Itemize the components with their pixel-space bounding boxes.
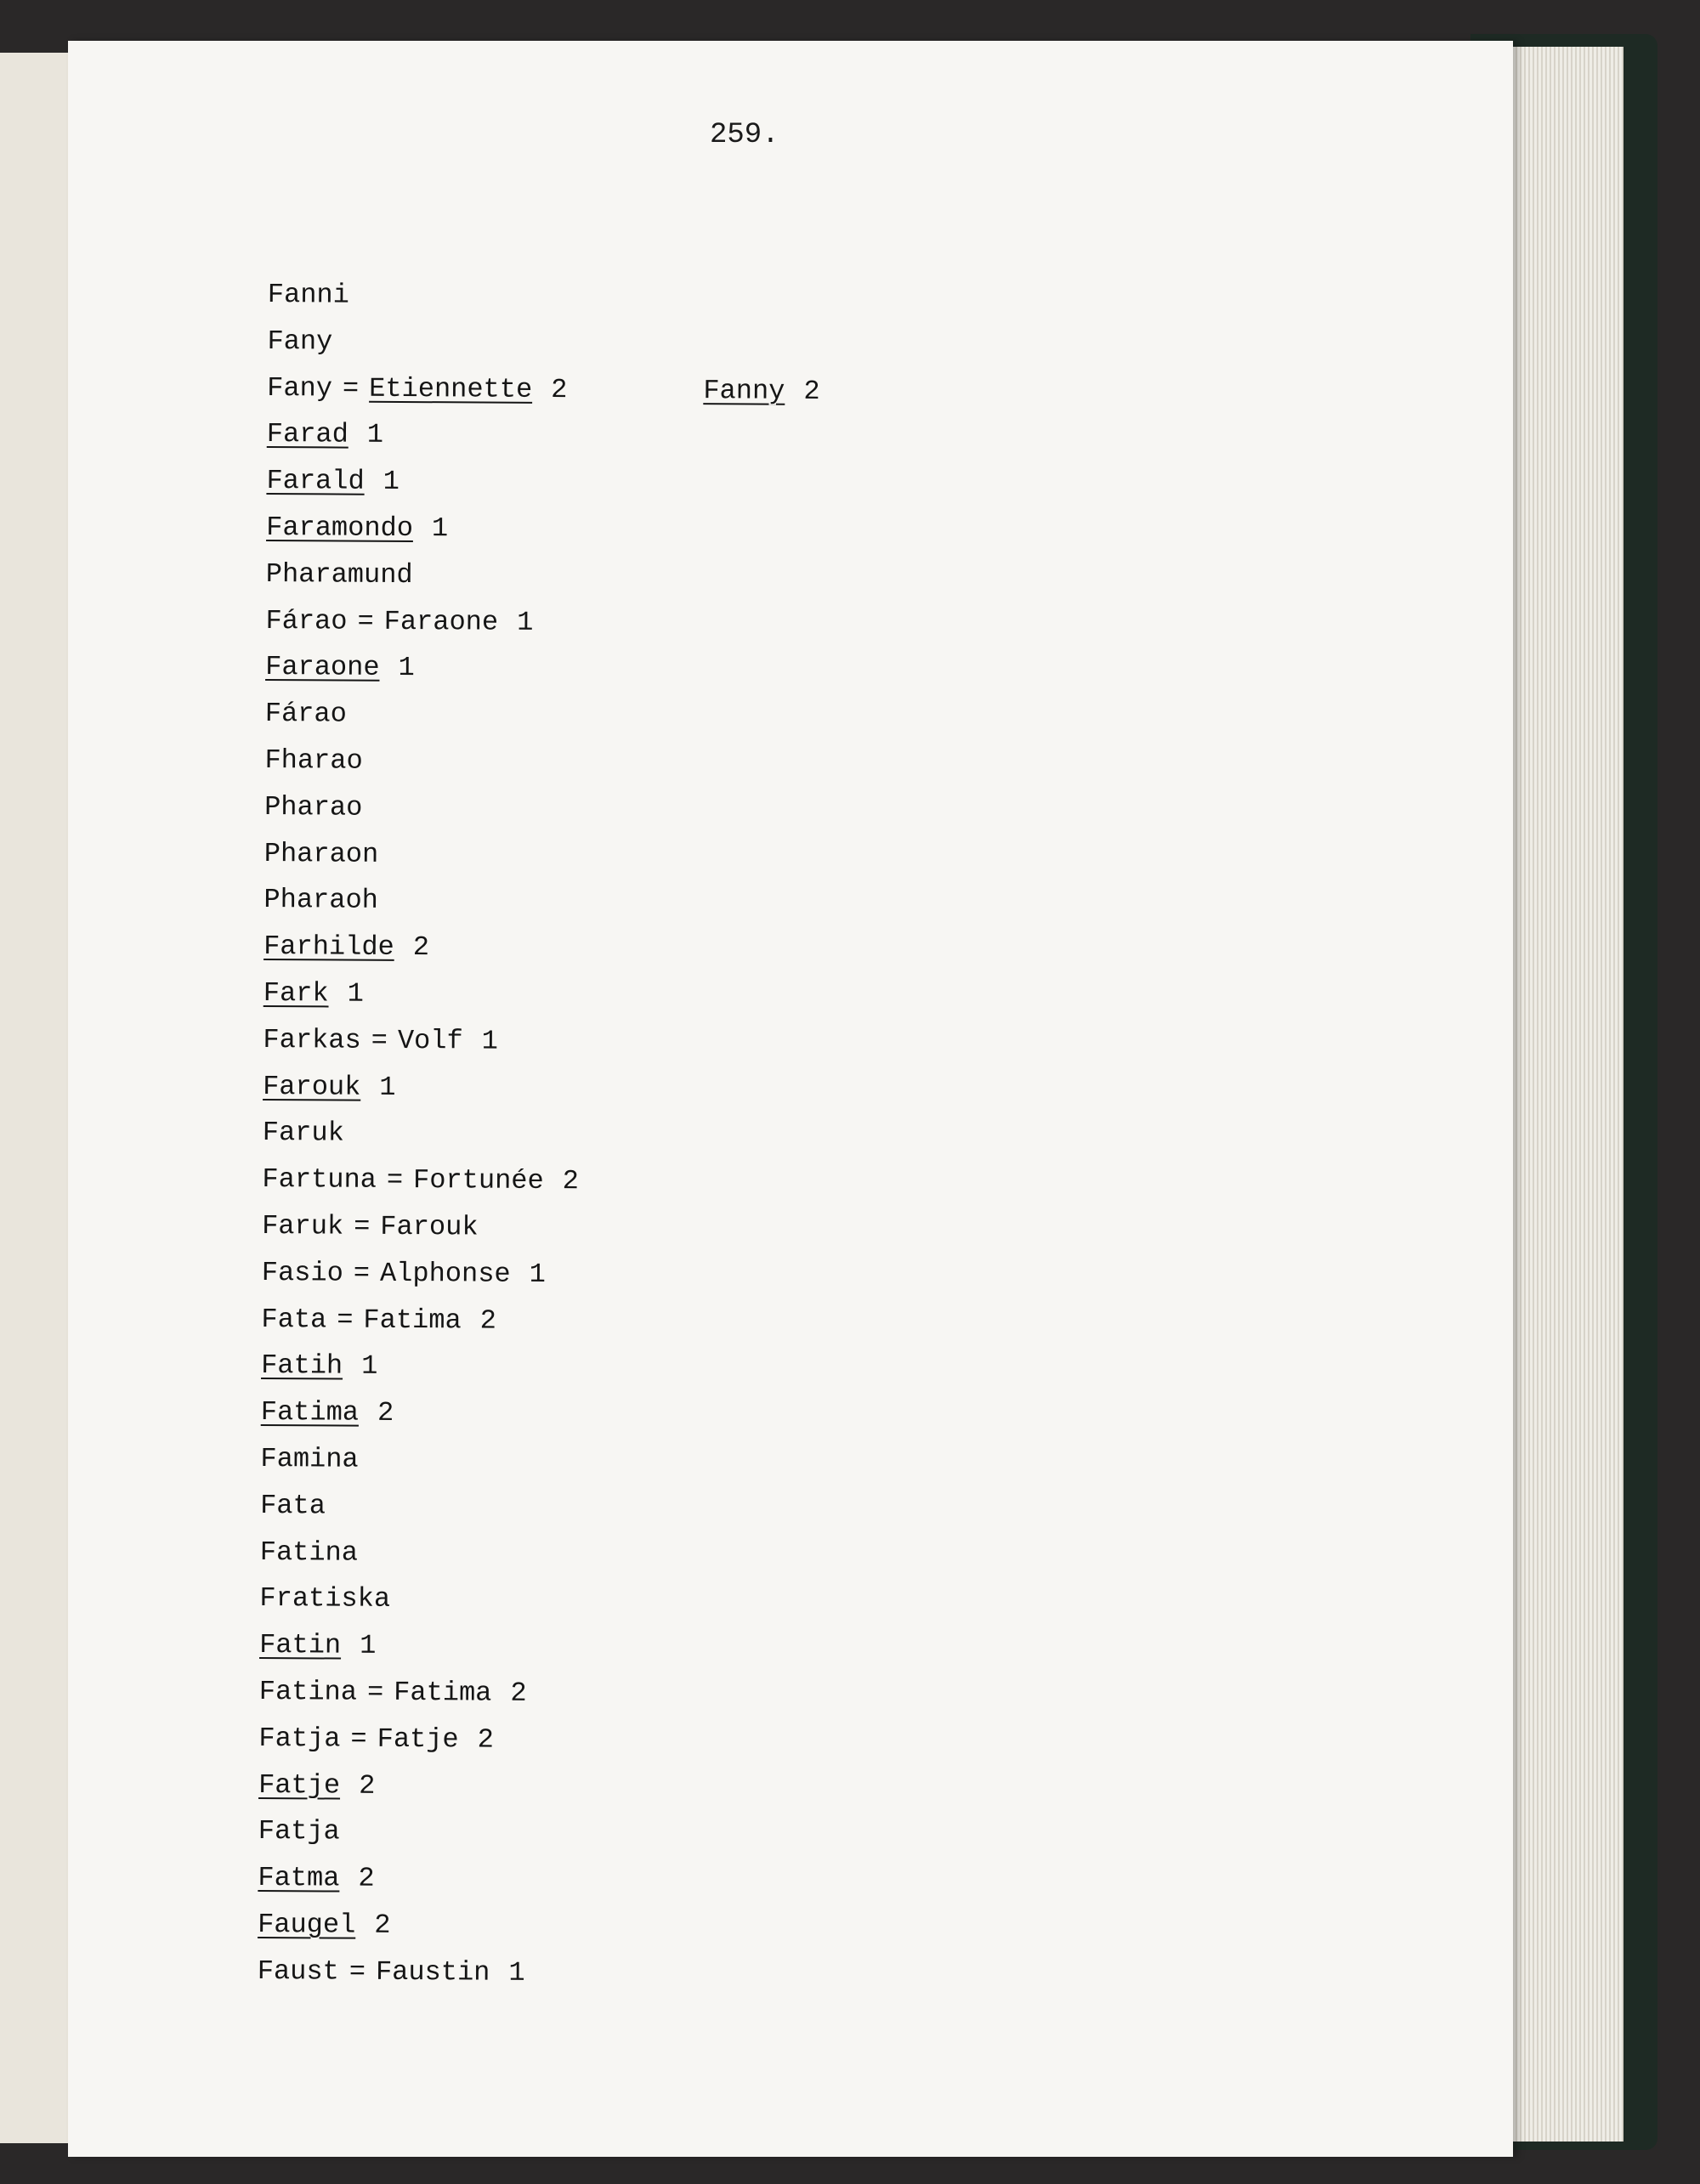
entry-name: Fratiska <box>259 1582 391 1615</box>
index-entry <box>264 784 818 835</box>
entry-name: Famina <box>260 1442 359 1475</box>
entry-count: 1 <box>382 466 400 498</box>
entry-equivalent: Etiennette <box>369 372 533 405</box>
entry-name: Fharao <box>264 744 363 777</box>
index-entry <box>258 1855 811 1905</box>
entry-name: Fatima <box>260 1396 360 1429</box>
equals-sign: = <box>371 1024 388 1056</box>
entry-alternate-wrap <box>567 374 785 407</box>
entry-equivalent: Volf <box>397 1024 463 1057</box>
index-entry <box>258 1902 811 1952</box>
entry-name: Faraone <box>265 651 380 684</box>
document-page <box>68 41 1513 2157</box>
entry-name: Farad <box>266 418 348 450</box>
entry-name: Fatina <box>258 1675 358 1708</box>
index-entry <box>264 877 817 927</box>
entry-count: 2 <box>562 1165 580 1197</box>
equals-sign: = <box>342 372 360 405</box>
index-entry <box>261 1389 814 1440</box>
index-entry <box>263 1110 816 1160</box>
entry-count: 1 <box>347 977 364 1010</box>
entry-name: Fatin <box>259 1629 342 1661</box>
index-entry <box>265 691 819 741</box>
entry-name: Fark <box>263 976 329 1010</box>
entry-equivalent: Faustin <box>375 1955 490 1989</box>
entry-count: 2 <box>359 1769 376 1802</box>
equals-sign: = <box>354 1210 371 1242</box>
index-entry <box>258 1762 812 1812</box>
entry-name: Fata <box>261 1303 327 1335</box>
entry-equivalent: Alphonse <box>379 1257 511 1290</box>
index-entry <box>258 1716 812 1766</box>
page-number: 259. <box>710 119 779 151</box>
entry-count: 2 <box>510 1677 527 1709</box>
entry-name: Fartuna <box>262 1163 377 1196</box>
entry-name: Fatih <box>261 1349 343 1382</box>
entry-name: Farald <box>266 465 365 497</box>
entry-alternate: Fanny <box>703 374 785 407</box>
entry-name: Pharao <box>264 790 363 823</box>
index-entry <box>267 365 820 416</box>
entry-count: 1 <box>398 652 415 684</box>
index-entry <box>259 1622 813 1672</box>
entry-count: 2 <box>377 1396 394 1429</box>
entry-count: 2 <box>477 1723 495 1756</box>
entry-name: Fasio <box>261 1256 343 1289</box>
entry-name: Faust <box>257 1955 339 1988</box>
index-entry <box>262 1157 815 1207</box>
entry-name: Fatje <box>258 1768 341 1802</box>
name-index-list <box>258 272 821 1998</box>
entry-name: Fárao <box>265 604 348 637</box>
entry-equivalent: Fatje <box>377 1723 459 1756</box>
equals-sign: = <box>357 605 374 637</box>
entry-equivalent: Fatima <box>363 1304 462 1336</box>
entry-count: 1 <box>360 1629 377 1661</box>
entry-name: Pharamund <box>265 557 413 591</box>
index-entry <box>266 505 819 555</box>
index-entry <box>261 1343 814 1393</box>
entry-name: Faugel <box>258 1908 356 1941</box>
entry-name: Pharaon <box>264 837 379 870</box>
index-entry <box>265 644 819 694</box>
entry-equivalent: Fatima <box>394 1676 492 1709</box>
index-entry <box>268 272 821 322</box>
index-entry <box>267 319 820 369</box>
index-entry <box>267 411 820 461</box>
entry-name: Fárao <box>264 698 347 730</box>
entry-count: 1 <box>366 419 384 451</box>
entry-name: Pharaoh <box>264 884 379 917</box>
entry-name: Fatma <box>258 1862 340 1894</box>
index-entry <box>263 1017 816 1067</box>
entry-count: 2 <box>479 1304 497 1337</box>
entry-count: 2 <box>358 1862 375 1894</box>
page-stack-edge <box>1496 47 1624 2142</box>
index-entry <box>261 1297 814 1347</box>
entry-name: Fany <box>267 325 333 358</box>
entry-count: 2 <box>551 373 568 405</box>
entry-count: 1 <box>529 1258 546 1290</box>
index-entry <box>264 970 817 1021</box>
index-entry <box>259 1576 813 1626</box>
entry-name: Fatja <box>258 1722 341 1755</box>
entry-count: 1 <box>379 1071 396 1103</box>
entry-equivalent: Faraone <box>383 605 499 638</box>
entry-count: 2 <box>374 1909 391 1941</box>
index-entry <box>265 598 819 648</box>
previous-page-edge <box>0 53 71 2143</box>
entry-count: 1 <box>361 1350 378 1383</box>
entry-name: Fatja <box>258 1815 340 1847</box>
index-entry <box>266 458 819 508</box>
entry-name: Fanni <box>267 278 349 311</box>
entry-count: 1 <box>431 512 449 545</box>
index-entry <box>264 738 818 788</box>
index-entry <box>264 831 818 881</box>
entry-count: 1 <box>517 606 534 638</box>
equals-sign: = <box>366 1676 384 1708</box>
index-entry <box>260 1483 813 1533</box>
index-entry <box>262 1250 815 1300</box>
index-entry <box>259 1669 813 1719</box>
index-entry <box>262 1203 815 1253</box>
entry-name: Fany <box>267 371 333 405</box>
entry-name: Fatina <box>259 1536 359 1569</box>
equals-sign: = <box>350 1723 367 1755</box>
equals-sign: = <box>348 1955 366 1988</box>
entry-count: 1 <box>481 1025 499 1057</box>
entry-name: Farkas <box>263 1023 361 1056</box>
index-entry <box>263 1064 816 1114</box>
index-entry <box>260 1529 813 1579</box>
entry-count: 2 <box>412 931 430 964</box>
equals-sign: = <box>386 1164 404 1197</box>
index-entry <box>264 924 817 974</box>
entry-name: Faruk <box>262 1209 344 1242</box>
entry-equivalent: Fortunée <box>412 1164 544 1197</box>
entry-name: Farouk <box>263 1070 361 1103</box>
entry-name: Faramondo <box>266 511 414 545</box>
entry-name: Fata <box>260 1489 326 1522</box>
entry-equivalent: Farouk <box>380 1210 479 1243</box>
index-entry <box>260 1436 813 1486</box>
index-entry <box>266 552 819 602</box>
entry-count: 1 <box>508 1956 525 1989</box>
entry-name: Faruk <box>262 1117 344 1149</box>
equals-sign: = <box>337 1304 354 1336</box>
index-entry <box>258 1949 811 1999</box>
entry-alternate-count: 2 <box>803 375 820 407</box>
entry-name: Farhilde <box>264 931 394 964</box>
equals-sign: = <box>353 1257 371 1289</box>
index-entry <box>258 1808 812 1859</box>
